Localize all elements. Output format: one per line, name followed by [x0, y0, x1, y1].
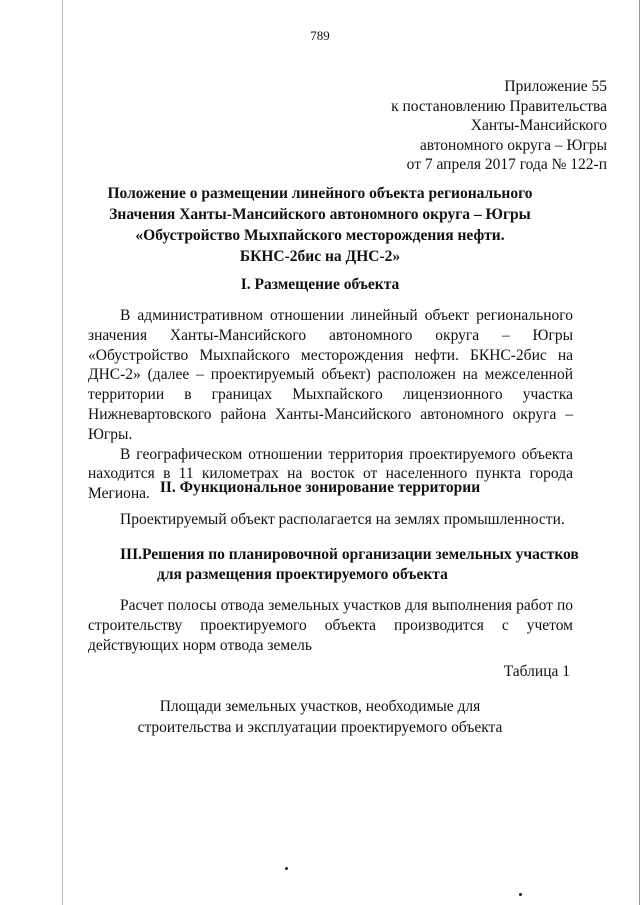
appendix-line: Приложение 55	[504, 78, 607, 95]
scan-speck	[285, 867, 288, 870]
scan-speck	[519, 893, 522, 896]
paragraph: В административном отношении линейный объект регионального значения Ханты-Мансийского автономного округа – Югры «Обустройство Мыхпайского месторождения нефти. БКНС-2бис на ДНС-2» (далее – проектируемый объект) расположен на межселенной территории в границах Мыхпайского лицензионного участка Нижневартовского района Ханты-Мансийского автономного округа – Югры.	[88, 307, 573, 443]
section-body	[88, 306, 573, 504]
paragraph: Расчет полосы отвода земельных участков для выполнения работ по строительству проектируемого объекта производится с учетом действующих норм отвода земель	[88, 597, 573, 654]
page-edge-line	[62, 0, 63, 905]
section-heading: II. Функциональное зонирование территории	[159, 479, 481, 496]
title-line: «Обустройство Мыхпайского месторождения нефти.	[135, 227, 505, 244]
title-line: БКНС-2бис на ДНС-2»	[239, 248, 401, 265]
page-number: 789	[310, 28, 330, 43]
table-caption	[0, 696, 640, 738]
document-title	[105, 183, 535, 267]
heading-line: III.Решения по планировочной организации земельных участков	[120, 546, 579, 563]
section-heading	[120, 545, 580, 585]
title-line: Положение о размещении линейного объекта регионального	[107, 185, 533, 202]
caption-line: Площади земельных участков, необходимые для	[159, 698, 481, 715]
appendix-line: автономного округа – Югры	[419, 136, 607, 154]
paragraph: Проектируемый объект располагается на землях промышленности.	[120, 511, 565, 528]
heading-line: для размещения проектируемого объекта	[157, 566, 448, 583]
appendix-line: к постановлению Правительства	[391, 97, 607, 115]
appendix-line: Ханты-Мансийского	[470, 117, 607, 134]
appendix-block	[391, 77, 607, 175]
paragraph: В географическом отношении территория проектируемого объекта находится в 11 километрах на восток от населенного пункта города Мегиона.	[88, 445, 573, 503]
section-body	[88, 596, 573, 655]
section-body	[88, 510, 573, 530]
appendix-line: от 7 апреля 2017 года № 122-п	[406, 156, 607, 173]
section-heading: I. Размещение объекта	[240, 276, 400, 293]
caption-line: строительства и эксплуатации проектируемого объекта	[137, 719, 503, 736]
title-line: Значения Ханты-Мансийского автономного округа – Югры	[109, 206, 531, 223]
table-label: Таблица 1	[503, 663, 570, 680]
